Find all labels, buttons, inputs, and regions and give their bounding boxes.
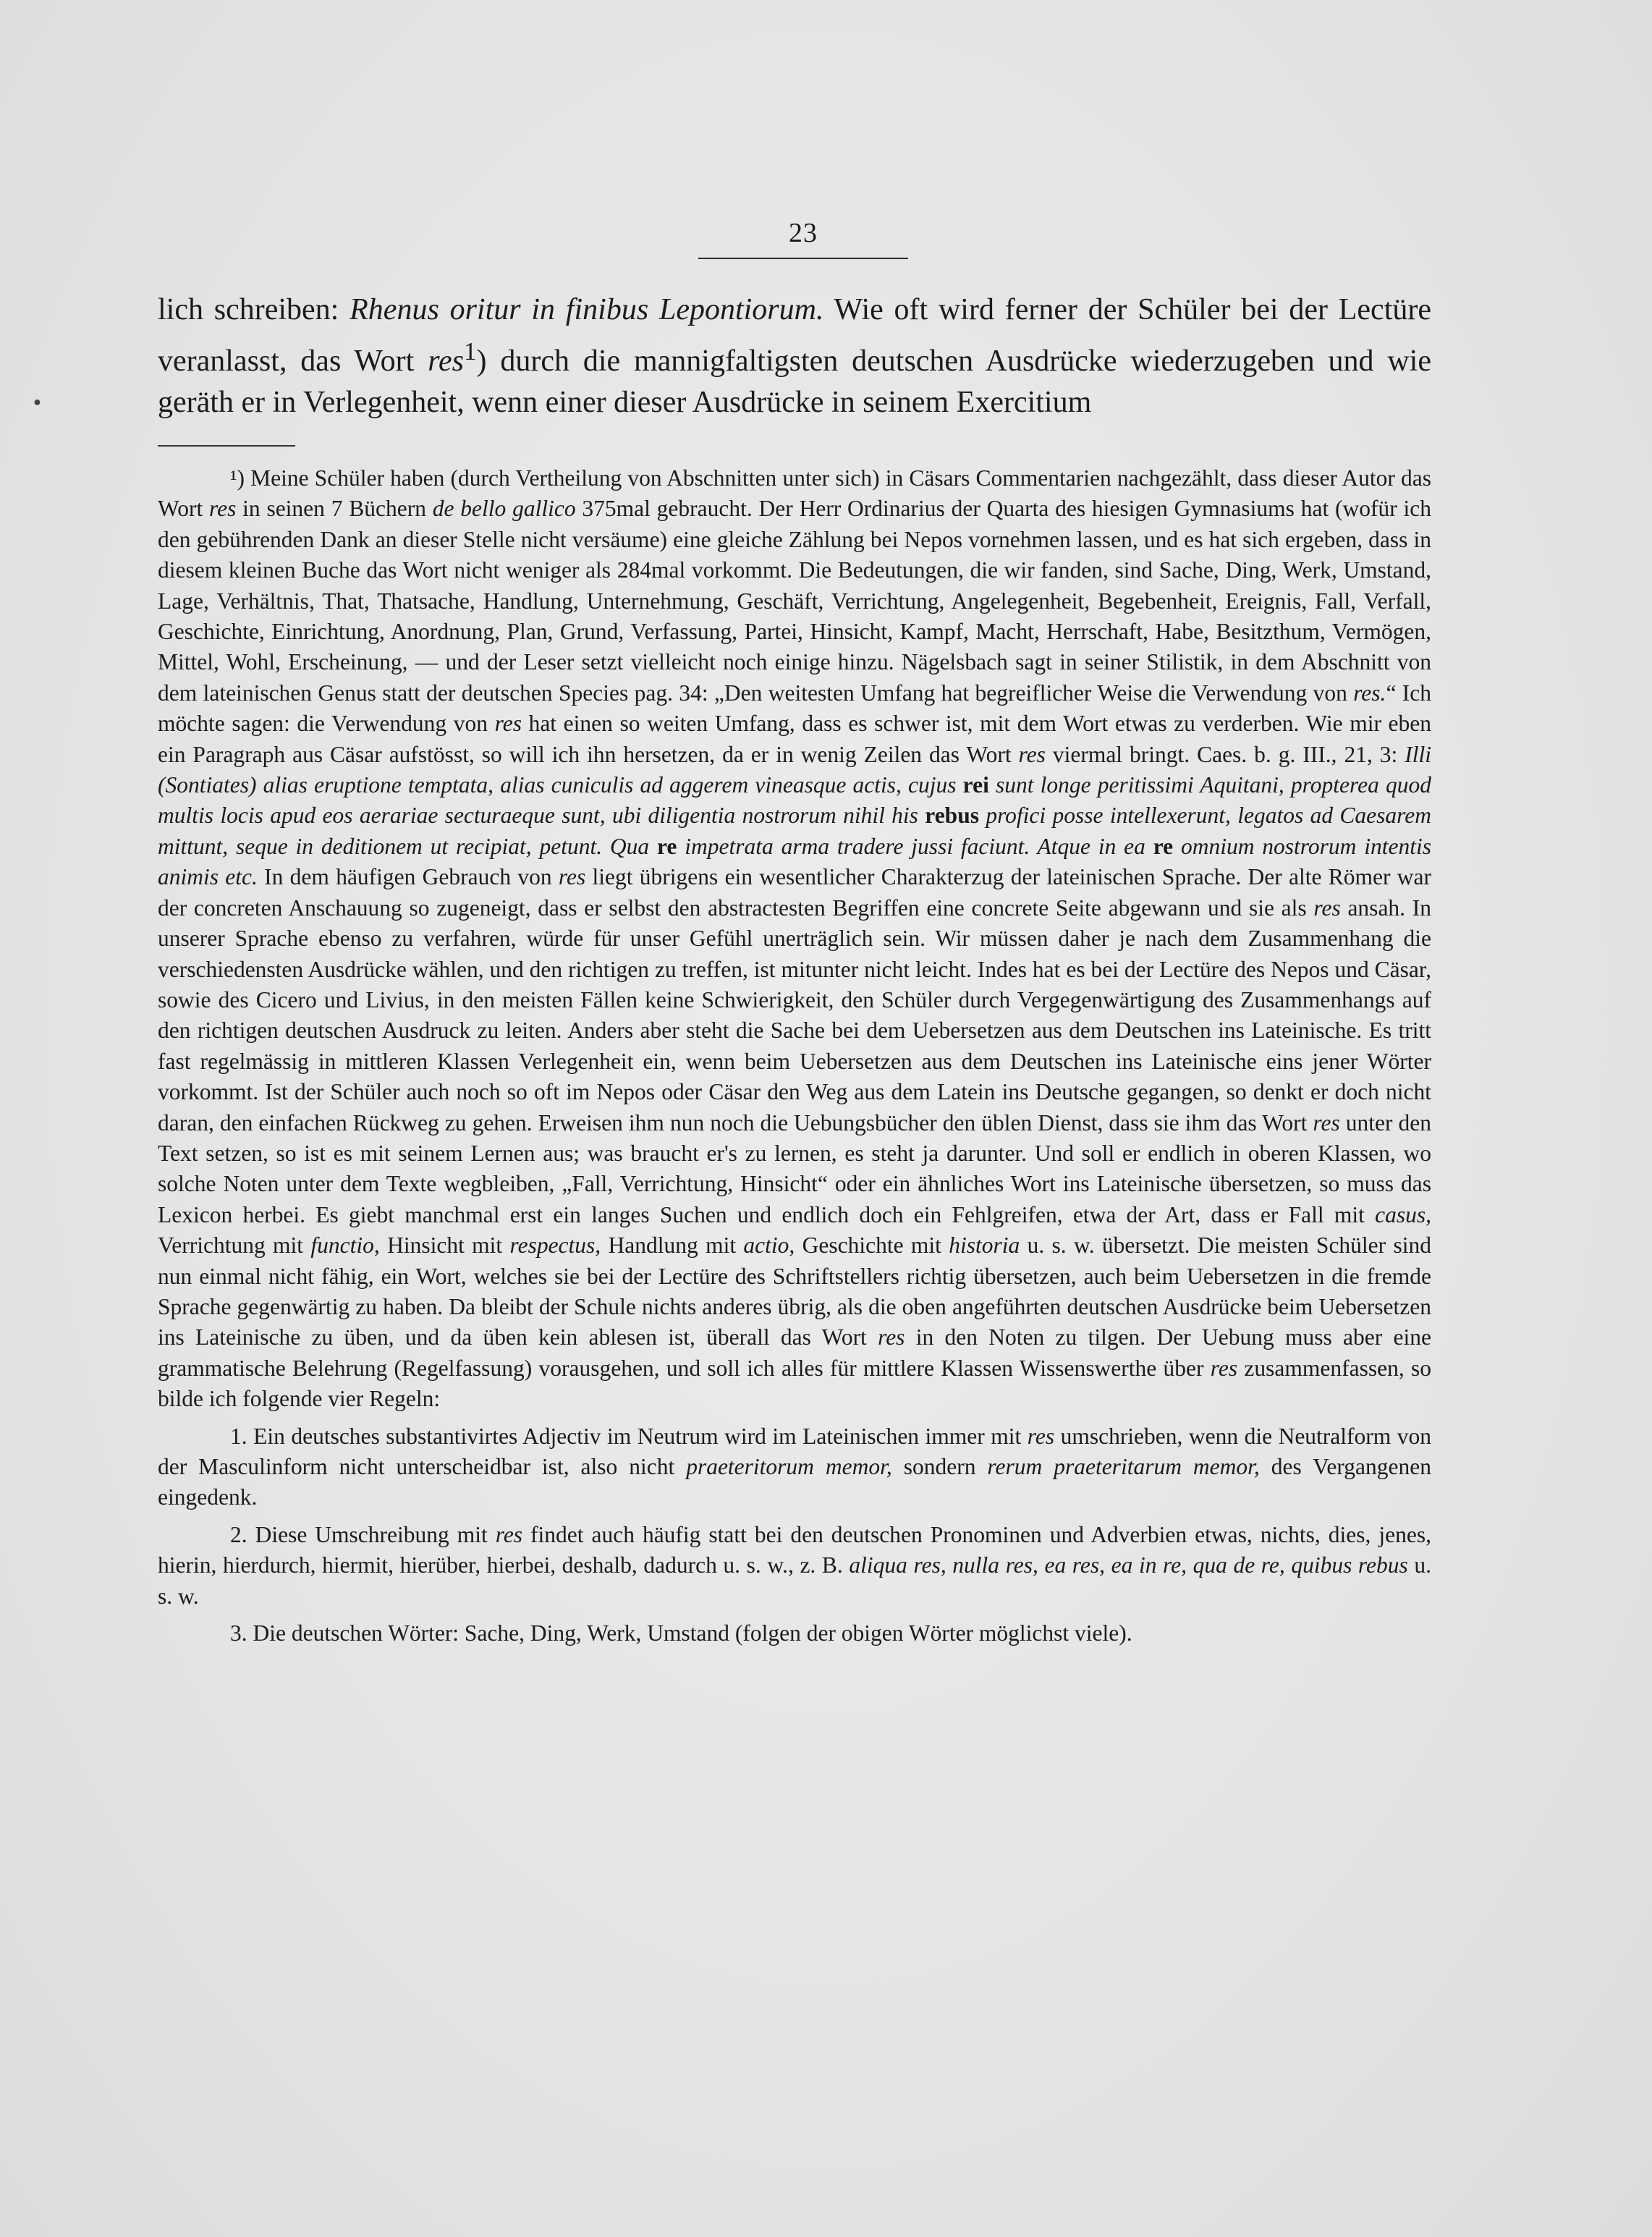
latin-quote: Rhenus oritur in finibus Lepontiorum.: [350, 293, 824, 326]
footnote-body: ¹) Meine Schüler haben (durch Vertheilung von Abschnitten unter sich) in Cäsars Commentarien nachgezählt, dass dieser Autor das Wort res in seinen 7 Büchern de bello gallico 375mal gebraucht. Der Herr Ordinarius der Quarta des hiesigen Gymnasiums hat (wofür ich den gebührenden Dank an dieser Stelle nicht versäume) eine gleiche Zählung bei Nepos vornehmen lassen, und es hat sich ergeben, dass in diesem kleinen Buche das Wort nicht weniger als 284mal vorkommt. Die Bedeutungen, die wir fanden, sind Sache, Ding, Werk, Umstand, Lage, Verhältnis, That, Thatsache, Handlung, Unternehmung, Geschäft, Verrichtung, Angelegenheit, Begebenheit, Ereignis, Fall, Verfall, Geschichte, Einrichtung, Anordnung, Plan, Grund, Verfassung, Partei, Hinsicht, Kampf, Macht, Herrschaft, Habe, Besitzthum, Vermögen, Mittel, Wohl, Erscheinung, — und der Leser setzt vielleicht noch einige hinzu. Nägelsbach sagt in seiner Stilistik, in dem Abschnitt von dem lateinischen Genus statt der deutschen Species pag. 34: „Den weitesten Umfang hat begreiflicher Weise die Verwendung von res.“ Ich möchte sagen: die Verwendung von res hat einen so weiten Umfang, dass es schwer ist, mit dem Wort etwas zu verderben. Wie mir eben ein Paragraph aus Cäsar aufstösst, so will ich ihn hersetzen, da er in wenig Zeilen das Wort res viermal bringt. Caes. b. g. III., 21, 3: Illi (Sontiates) alias eruptione temptata, alias cuniculis ad aggerem vineasque actis, cujus rei sunt longe peritissimi Aquitani, propterea quod multis locis apud eos aerariae secturaeque sunt, ubi diligentia nostrorum nihil his rebus profici posse intellexerunt, legatos ad Caesarem mittunt, seque in deditionem ut recipiat, petunt. Qua re impetrata arma tradere jussi faciunt. Atque in ea re omnium nostrorum intentis animis etc. In dem häufigen Gebrauch von res liegt übrigens ein wesentlicher Charakterzug der lateinischen Sprache. Der alte Römer war der concreten Anschauung so zugeneigt, dass er selbst den abstractesten Begriffen eine concrete Seite abgewann und sie als res ansah. In unserer Sprache ebenso zu verfahren, würde für unser Gefühl unerträglich sein. Wir müssen daher je nach dem Zusammenhang die verschiedensten Ausdrücke wählen, und den richtigen zu treffen, ist mitunter nicht leicht. Indes hat es bei der Lectüre des Nepos und Cäsar, sowie des Cicero und Livius, in den meisten Fällen keine Schwierigkeit, den Schüler durch Vergegenwärtigung des Zusammenhangs auf den richtigen deutschen Ausdruck zu leiten. Anders aber steht die Sache bei dem Uebersetzen aus dem Deutschen ins Lateinische. Es tritt fast regelmässig in mittleren Klassen Verlegenheit ein, wenn beim Uebersetzen aus dem Deutschen ins Lateinische eins jener Wörter vorkommt. Ist der Schüler auch noch so oft im Nepos oder Cäsar den Weg aus dem Latein ins Deutsche gegangen, so denkt er doch nicht daran, den einfachen Rückweg zu gehen. Erweisen ihm nun noch die Uebungsbücher den üblen Dienst, dass sie ihm das Wort res unter den Text setzen, so ist es mit seinem Lernen aus; was braucht er's zu lernen, es steht ja darunter. Und soll er endlich in oberen Klassen, wo solche Noten unter dem Texte wegbleiben, „Fall, Verrichtung, Hinsicht“ oder ein ähnliches Wort ins Lateinische übersetzen, so muss das Lexicon herbei. Es giebt manchmal erst ein langes Suchen und endlich doch ein Fehlgreifen, etwa der Art, dass er Fall mit casus, Verrichtung mit functio, Hinsicht mit respectus, Handlung mit actio, Geschichte mit historia u. s. w. übersetzt. Die meisten Schüler sind nun einmal nicht fähig, ein Wort, welches sie bei der Lectüre des Schriftstellers richtig übersetzen, auch beim Uebersetzen in die fremde Sprache gegenwärtig zu haben. Da bleibt der Schule nichts anderes übrig, als die oben angeführten deutschen Ausdrücke beim Uebersetzen ins Lateinische zu üben, und da üben kein ablesen ist, überall das Wort res in den Noten zu tilgen. Der Uebung muss aber eine grammatische Belehrung (Regelfassung) vorausgehen, und soll ich alles für mittlere Klassen Wissenswerthe über res zusammenfassen, so bilde ich folgende vier Regeln:: [158, 465, 1432, 1412]
main-paragraph: [158, 289, 1431, 423]
res-word: res: [428, 344, 464, 378]
footnote-separator: [158, 445, 295, 447]
footnote-marker: ¹): [230, 465, 245, 491]
page-number-rule: [698, 258, 908, 259]
caesar-quote: Illi (Sontiates) alias eruptione temptata, alias cuniculis ad aggerem vineasque actis, cujus: [158, 741, 1432, 798]
rule-1: 1. Ein deutsches substantivirtes Adjectiv im Neutrum wird im Lateinischen immer mit res umschrieben, wenn die Neutralform von der Masculinform nicht unterscheidbar ist, also nicht praeteritorum memor, sondern rerum praeteritarum memor, des Vergangenen eingedenk.: [158, 1423, 1431, 1510]
rule-2: 2. Diese Umschreibung mit res findet auch häufig statt bei den deutschen Pronominen und Adverbien etwas, nichts, dies, jenes, hierin, hierdurch, hiermit, hierüber, hierbei, deshalb, dadurch u. s. w., z. B. aliqua res, nulla res, ea res, ea in re, qua de re, quibus rebus u. s. w.: [158, 1521, 1431, 1609]
page-number: 23: [789, 218, 818, 248]
rule-3: 3. Die deutschen Wörter: Sache, Ding, Werk, Umstand (folgen der obigen Wörter möglichst viele).: [230, 1620, 1132, 1646]
main-text-line: lich schreiben: Rhenus oritur in finibus Lepontiorum. Wie oft wird ferner der Schüler bei der Lectüre veranlasst, das Wort res$^1$) durch die mannigfaltigsten deutschen Ausdrücke wiederzugeben und wie geräth er in Verlegenheit, wenn einer dieser Ausdrücke in seinem Exercitium: [158, 293, 1431, 419]
margin-mark: ●: [33, 394, 41, 409]
footnote-reference[interactable]: 1: [463, 337, 477, 365]
footnote: [158, 463, 1431, 1649]
